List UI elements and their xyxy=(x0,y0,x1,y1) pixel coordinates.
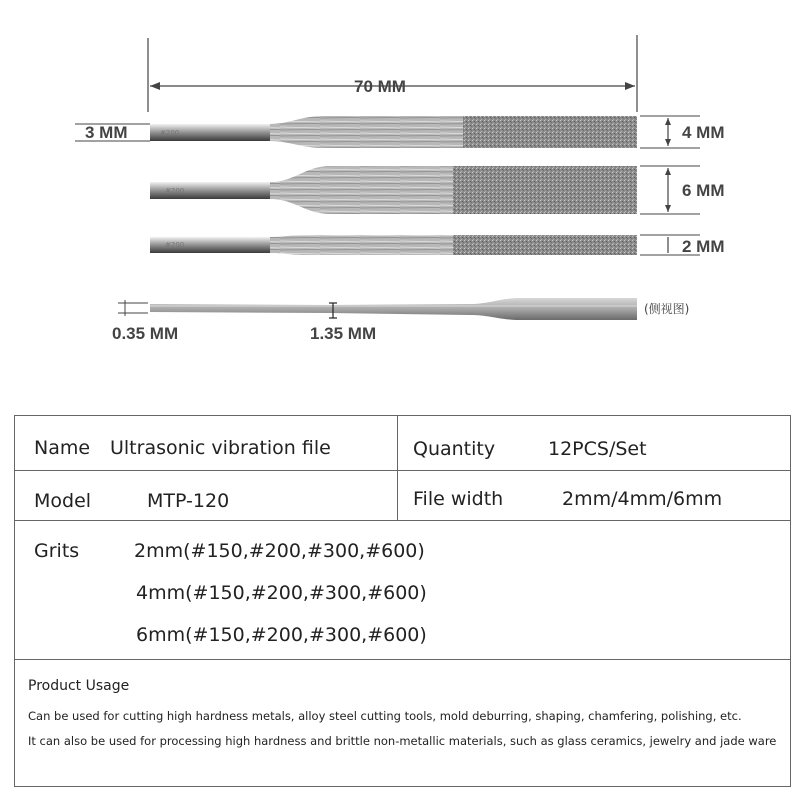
file-width-label: File width xyxy=(413,488,504,510)
width-label-2mm: 2 MM xyxy=(682,237,725,256)
usage-title: Product Usage xyxy=(28,678,130,694)
file-4mm xyxy=(75,116,725,148)
file-6mm xyxy=(150,166,725,214)
usage-line: It can also be used for processing high hardness and brittle non-metallic materials, such as glass ceramics, jewelry and jade ware xyxy=(28,734,777,748)
side-view-label: (侧视图) xyxy=(644,302,690,316)
width-label-6mm: 6 MM xyxy=(682,181,725,200)
grit-mark: #200 xyxy=(165,187,185,195)
length-dimension xyxy=(148,35,637,112)
name-value: Ultrasonic vibration file xyxy=(110,437,331,459)
mid-thickness-label: 1.35 MM xyxy=(310,324,377,343)
spec-table xyxy=(14,415,791,787)
grits-value-2mm: 2mm(#150,#200,#300,#600) xyxy=(134,540,425,562)
tip-thickness-label: 0.35 MM xyxy=(112,324,179,343)
file-width-value: 2mm/4mm/6mm xyxy=(562,488,723,510)
usage-line: Can be used for cutting high hardness metals, alloy steel cutting tools, mold deburring, shaping, chamfering, polishing, etc. xyxy=(28,709,742,723)
name-label: Name xyxy=(34,437,91,459)
quantity-value: 12PCS/Set xyxy=(548,438,647,460)
grits-label: Grits xyxy=(34,540,80,562)
width-label-4mm: 4 MM xyxy=(682,123,725,142)
grits-value-4mm: 4mm(#150,#200,#300,#600) xyxy=(136,582,427,604)
grits-value-6mm: 6mm(#150,#200,#300,#600) xyxy=(136,624,427,646)
grit-mark: #200 xyxy=(160,129,180,137)
model-value: MTP-120 xyxy=(147,490,230,512)
model-label: Model xyxy=(34,490,92,512)
side-view xyxy=(112,298,689,343)
shank-diameter-label: 3 MM xyxy=(85,123,128,142)
grit-mark: #200 xyxy=(165,241,185,249)
file-2mm xyxy=(150,235,725,256)
quantity-label: Quantity xyxy=(413,438,496,460)
length-label: 70 MM xyxy=(354,77,406,96)
